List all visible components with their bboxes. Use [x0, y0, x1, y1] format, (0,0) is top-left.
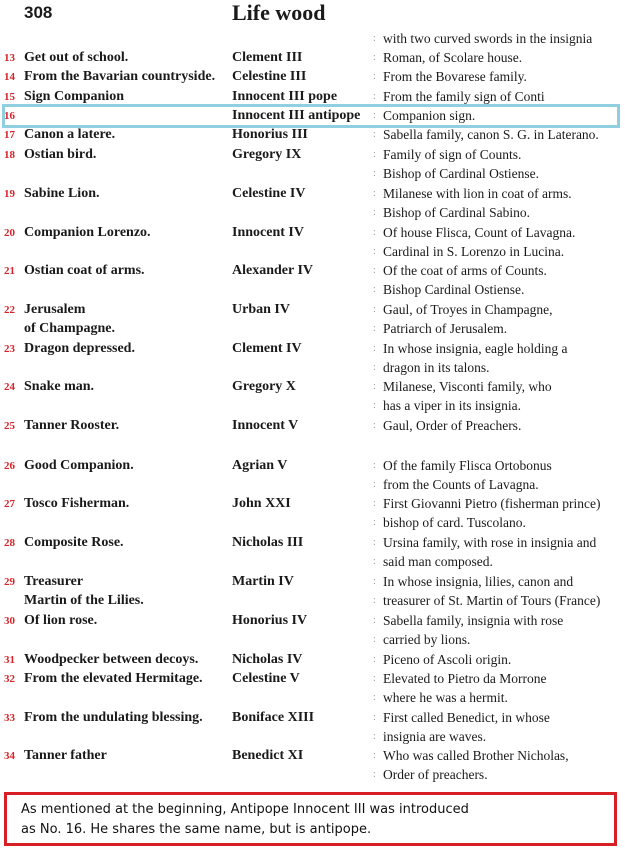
pope-name: John XXI: [232, 496, 291, 511]
pope-name: Benedict XI: [232, 748, 304, 763]
page-number: 308: [24, 3, 53, 22]
pope-name: Gregory X: [232, 379, 296, 394]
row-number: 21: [4, 265, 15, 277]
column-separator: :: [373, 712, 376, 723]
column-separator: :: [373, 52, 376, 63]
pope-name: Clement III: [232, 50, 303, 65]
column-separator: :: [373, 227, 376, 238]
column-separator: :: [373, 537, 376, 548]
row-number: 30: [4, 615, 15, 627]
description-text: Gaul, Order of Preachers.: [383, 418, 522, 433]
column-separator: :: [373, 323, 376, 334]
column-separator: :: [373, 381, 376, 392]
column-separator: :: [373, 110, 376, 121]
column-separator: :: [373, 460, 376, 471]
pope-name: Innocent III pope: [232, 89, 338, 104]
description-text: In whose insignia, eagle holding a: [383, 341, 568, 356]
description-text: First Giovanni Pietro (fisherman prince): [383, 496, 601, 511]
pope-name: Celestine III: [232, 69, 307, 84]
column-separator: :: [373, 634, 376, 645]
column-separator: :: [373, 284, 376, 295]
description-text: where he was a hermit.: [383, 690, 508, 705]
description-text: with two curved swords in the insignia: [383, 31, 593, 46]
column-separator: :: [373, 149, 376, 160]
row-number: 18: [4, 149, 15, 161]
motto-text: Martin of the Lilies.: [24, 593, 144, 608]
row-number: 13: [4, 52, 15, 64]
motto-text: of Champagne.: [24, 321, 116, 336]
pope-name: Honorius III: [232, 127, 308, 142]
note-box: [4, 792, 617, 846]
motto-text: Woodpecker between decoys.: [24, 652, 199, 667]
description-text: has a viper in its insignia.: [383, 398, 521, 413]
description-text: Of the coat of arms of Counts.: [383, 263, 547, 278]
column-separator: :: [373, 71, 376, 82]
description-text: Ursina family, with rose in insignia and: [383, 535, 597, 550]
row-number: 15: [4, 91, 15, 103]
note-line-2: as No. 16. He shares the same name, but is antipope.: [21, 822, 372, 837]
page-title: Life wood: [232, 0, 326, 25]
pope-name: Martin IV: [232, 574, 294, 589]
row-number: 27: [4, 498, 15, 510]
row-number: 14: [4, 71, 15, 83]
description-text: Patriarch of Jerusalem.: [383, 321, 508, 336]
column-separator: :: [373, 265, 376, 276]
pope-name: Gregory IX: [232, 147, 302, 162]
description-text: Sabella family, canon S. G. in Laterano.: [383, 127, 599, 142]
column-separator: :: [373, 673, 376, 684]
column-separator: :: [373, 498, 376, 509]
motto-text: Snake man.: [24, 379, 95, 394]
description-text: Bishop of Cardinal Sabino.: [383, 205, 530, 220]
column-separator: :: [373, 576, 376, 587]
motto-text: Dragon depressed.: [24, 341, 135, 356]
row-number: 26: [4, 460, 15, 472]
row-number: 34: [4, 750, 15, 762]
column-separator: :: [373, 33, 376, 44]
description-text: Who was called Brother Nicholas,: [383, 748, 569, 763]
row-number: 19: [4, 188, 15, 200]
description-text: Order of preachers.: [383, 767, 488, 782]
row-number: 28: [4, 537, 15, 549]
description-text: insignia are waves.: [383, 729, 487, 744]
motto-text: Jerusalem: [24, 302, 86, 317]
column-separator: :: [373, 129, 376, 140]
description-text: said man composed.: [383, 554, 493, 569]
motto-text: From the Bavarian countryside.: [24, 69, 216, 84]
pope-name: Alexander IV: [232, 263, 314, 278]
motto-text: Good Companion.: [24, 458, 134, 473]
motto-text: From the elevated Hermitage.: [24, 671, 203, 686]
highlight-box-row-16: [2, 104, 620, 128]
description-text: In whose insignia, lilies, canon and: [383, 574, 574, 589]
column-separator: :: [373, 595, 376, 606]
row-number: 29: [4, 576, 15, 588]
description-text: Sabella family, insignia with rose: [383, 613, 564, 628]
description-text: Milanese with lion in coat of arms.: [383, 186, 572, 201]
row-number: 23: [4, 343, 15, 355]
description-text: From the family sign of Conti: [383, 89, 545, 104]
description-text: Cardinal in S. Lorenzo in Lucina.: [383, 244, 565, 259]
column-separator: :: [373, 246, 376, 257]
motto-text: Sabine Lion.: [24, 186, 100, 201]
pope-name: Innocent IV: [232, 225, 304, 240]
column-separator: :: [373, 188, 376, 199]
motto-text: Of lion rose.: [24, 613, 98, 628]
description-text: Of the family Flisca Ortobonus: [383, 458, 552, 473]
column-separator: :: [373, 91, 376, 102]
column-separator: :: [373, 556, 376, 567]
pope-name: Clement IV: [232, 341, 302, 356]
column-separator: :: [373, 362, 376, 373]
column-separator: :: [373, 420, 376, 431]
motto-text: Companion Lorenzo.: [24, 225, 151, 240]
column-separator: :: [373, 615, 376, 626]
description-text: treasurer of St. Martin of Tours (France): [383, 593, 601, 608]
row-number: 25: [4, 420, 15, 432]
pope-name: Boniface XIII: [232, 710, 315, 725]
motto-text: Composite Rose.: [24, 535, 124, 550]
note-line-1: As mentioned at the beginning, Antipope Innocent III was introduced: [21, 802, 469, 817]
column-separator: :: [373, 343, 376, 354]
row-number: 17: [4, 129, 15, 141]
row-number: 33: [4, 712, 15, 724]
pope-name: Urban IV: [232, 302, 290, 317]
column-separator: :: [373, 304, 376, 315]
column-separator: :: [373, 517, 376, 528]
description-text: Elevated to Pietro da Morrone: [383, 671, 547, 686]
row-number: 22: [4, 304, 15, 316]
description-text: First called Benedict, in whose: [383, 710, 550, 725]
motto-text: Sign Companion: [24, 89, 124, 104]
pope-name: Honorius IV: [232, 613, 308, 628]
description-text: Piceno of Ascoli origin.: [383, 652, 512, 667]
pope-name: Agrian V: [232, 458, 288, 473]
motto-text: Ostian bird.: [24, 147, 97, 162]
pope-name: Celestine IV: [232, 186, 306, 201]
row-number: 32: [4, 673, 15, 685]
pope-name: Innocent III antipope: [232, 108, 361, 123]
motto-text: Ostian coat of arms.: [24, 263, 145, 278]
column-separator: :: [373, 207, 376, 218]
description-text: Companion sign.: [383, 108, 476, 123]
pope-name: Nicholas III: [232, 535, 304, 550]
column-separator: :: [373, 479, 376, 490]
motto-text: Canon a latere.: [24, 127, 116, 142]
row-number: 20: [4, 227, 15, 239]
column-separator: :: [373, 654, 376, 665]
motto-text: Tosco Fisherman.: [24, 496, 130, 511]
pope-name: Innocent V: [232, 418, 299, 433]
description-text: carried by lions.: [383, 632, 471, 647]
description-text: Roman, of Scolare house.: [383, 50, 523, 65]
description-text: Of house Flisca, Count of Lavagna.: [383, 225, 576, 240]
column-separator: :: [373, 168, 376, 179]
description-text: Family of sign of Counts.: [383, 147, 522, 162]
column-separator: :: [373, 692, 376, 703]
pope-name: Celestine V: [232, 671, 300, 686]
description-text: Gaul, of Troyes in Champagne,: [383, 302, 553, 317]
description-text: Bishop Cardinal Ostiense.: [383, 282, 525, 297]
description-text: Milanese, Visconti family, who: [383, 379, 552, 394]
column-separator: :: [373, 731, 376, 742]
description-text: Bishop of Cardinal Ostiense.: [383, 166, 539, 181]
description-text: from the Counts of Lavagna.: [383, 477, 539, 492]
description-text: bishop of card. Tuscolano.: [383, 515, 526, 530]
row-number: 31: [4, 654, 15, 666]
motto-text: Get out of school.: [24, 50, 129, 65]
description-text: dragon in its talons.: [383, 360, 490, 375]
column-separator: :: [373, 769, 376, 780]
motto-text: Tanner Rooster.: [24, 418, 120, 433]
column-separator: :: [373, 400, 376, 411]
pope-name: Nicholas IV: [232, 652, 303, 667]
row-number: 16: [4, 110, 15, 122]
motto-text: From the undulating blessing.: [24, 710, 203, 725]
row-number: 24: [4, 381, 15, 393]
description-text: From the Bovarese family.: [383, 69, 527, 84]
motto-text: Tanner father: [24, 748, 107, 763]
motto-text: Treasurer: [24, 574, 84, 589]
column-separator: :: [373, 750, 376, 761]
